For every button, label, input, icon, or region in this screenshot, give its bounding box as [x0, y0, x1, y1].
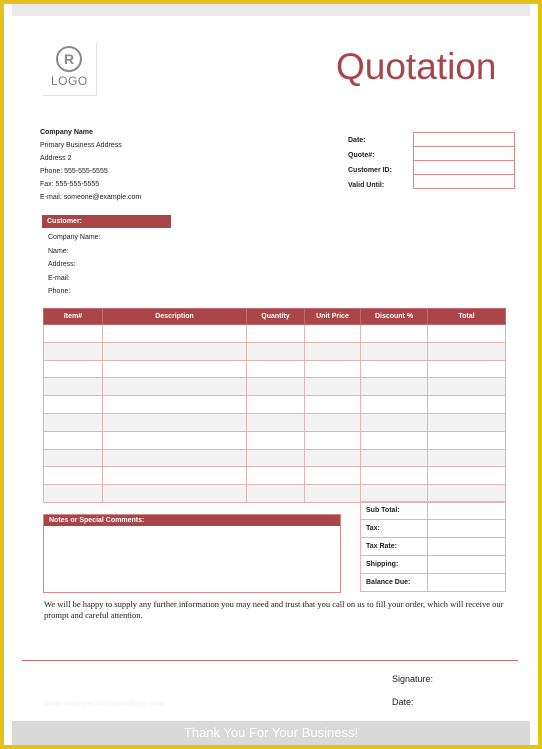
table-cell[interactable] — [428, 413, 506, 431]
table-cell[interactable] — [44, 342, 103, 360]
table-cell[interactable] — [428, 467, 506, 485]
company-phone: Phone: 555-555-5555 — [40, 168, 108, 175]
table-cell[interactable] — [305, 467, 361, 485]
table-cell[interactable] — [44, 396, 103, 414]
customer-company-label: Company Name: — [48, 234, 101, 241]
document-title: Quotation — [336, 46, 497, 87]
meta-label-customer-id: Customer ID: — [348, 167, 392, 174]
table-cell[interactable] — [103, 325, 247, 343]
notes-header: Notes or Special Comments: — [44, 515, 340, 526]
table-cell[interactable] — [44, 485, 103, 503]
table-cell[interactable] — [103, 449, 247, 467]
table-cell[interactable] — [247, 396, 305, 414]
customer-header: Customer: — [42, 215, 171, 228]
table-row — [44, 467, 506, 485]
table-row — [44, 342, 506, 360]
table-cell[interactable] — [361, 413, 428, 431]
date-label: Date: — [392, 697, 414, 707]
table-cell[interactable] — [428, 360, 506, 378]
table-cell[interactable] — [428, 396, 506, 414]
totals-row — [361, 574, 506, 592]
quote-meta-labels — [348, 133, 392, 193]
totals-row — [361, 502, 506, 520]
table-cell[interactable] — [44, 431, 103, 449]
subtotal-field[interactable] — [428, 502, 506, 520]
table-cell[interactable] — [247, 413, 305, 431]
company-email: E-mail: someone@example.com — [40, 194, 142, 201]
totals-row — [361, 538, 506, 556]
shipping-field[interactable] — [428, 556, 506, 574]
col-description: Description — [103, 309, 247, 325]
table-cell[interactable] — [428, 378, 506, 396]
table-cell[interactable] — [247, 431, 305, 449]
table-cell[interactable] — [247, 485, 305, 503]
company-info — [40, 126, 141, 204]
table-cell[interactable] — [361, 325, 428, 343]
logo — [43, 42, 97, 96]
meta-label-valid-until: Valid Until: — [348, 182, 385, 189]
registered-icon — [54, 44, 84, 74]
table-row — [44, 413, 506, 431]
table-cell[interactable] — [305, 360, 361, 378]
table-cell[interactable] — [247, 360, 305, 378]
table-cell[interactable] — [247, 378, 305, 396]
table-cell[interactable] — [428, 449, 506, 467]
table-cell[interactable] — [305, 431, 361, 449]
table-row — [44, 325, 506, 343]
shipping-label: Shipping: — [361, 556, 428, 574]
quote-meta-fields — [413, 132, 515, 189]
tax-rate-field[interactable] — [428, 538, 506, 556]
table-cell[interactable] — [103, 413, 247, 431]
table-cell[interactable] — [44, 413, 103, 431]
table-cell[interactable] — [361, 360, 428, 378]
table-row — [44, 396, 506, 414]
col-total: Total — [428, 309, 506, 325]
footer-banner: Thank You For Your Business! — [12, 721, 530, 745]
table-cell[interactable] — [44, 467, 103, 485]
items-header-row — [44, 309, 506, 325]
quotation-page — [4, 4, 538, 745]
table-cell[interactable] — [361, 449, 428, 467]
col-item-number: Item# — [44, 309, 103, 325]
table-cell[interactable] — [305, 342, 361, 360]
totals-row — [361, 556, 506, 574]
customer-fields — [48, 231, 101, 299]
table-cell[interactable] — [247, 325, 305, 343]
table-cell[interactable] — [428, 325, 506, 343]
table-cell[interactable] — [361, 467, 428, 485]
table-cell[interactable] — [103, 378, 247, 396]
date-field[interactable] — [413, 132, 515, 147]
table-cell[interactable] — [44, 325, 103, 343]
table-cell[interactable] — [305, 449, 361, 467]
table-cell[interactable] — [361, 342, 428, 360]
balance-due-label: Balance Due: — [361, 574, 428, 592]
table-cell[interactable] — [103, 360, 247, 378]
customer-id-field[interactable] — [413, 160, 515, 175]
company-address1: Primary Business Address — [40, 142, 122, 149]
table-cell[interactable] — [44, 360, 103, 378]
table-cell[interactable] — [247, 449, 305, 467]
balance-due-field[interactable] — [428, 574, 506, 592]
top-band — [12, 4, 530, 16]
tax-label: Tax: — [361, 520, 428, 538]
table-cell[interactable] — [361, 485, 428, 503]
meta-label-quote: Quote#: — [348, 152, 375, 159]
customer-address-label: Address: — [48, 261, 76, 268]
table-cell[interactable] — [305, 378, 361, 396]
table-cell[interactable] — [103, 467, 247, 485]
company-fax: Fax: 555-555-5555 — [40, 181, 100, 188]
table-cell[interactable] — [44, 449, 103, 467]
table-row — [44, 431, 506, 449]
col-unit-price: Unit Price — [305, 309, 361, 325]
subtotal-label: Sub Total: — [361, 502, 428, 520]
table-row — [44, 449, 506, 467]
table-cell[interactable] — [428, 342, 506, 360]
table-cell[interactable] — [103, 431, 247, 449]
closing-message: We will be happy to supply any further information you may need and trust that you call on us to fill your order, which will receive our prompt and careful attention. — [44, 599, 504, 620]
company-address2: Address 2 — [40, 155, 72, 162]
totals-row — [361, 520, 506, 538]
table-cell[interactable] — [247, 342, 305, 360]
watermark-text: www.heritagechristiancollege.com — [44, 699, 165, 708]
table-cell[interactable] — [305, 325, 361, 343]
table-row — [44, 485, 506, 503]
customer-phone-label: Phone: — [48, 288, 71, 295]
table-row — [44, 378, 506, 396]
table-cell[interactable] — [428, 431, 506, 449]
table-cell[interactable] — [103, 396, 247, 414]
company-name: Company Name — [40, 129, 93, 136]
col-discount: Discount % — [361, 309, 428, 325]
table-cell[interactable] — [247, 467, 305, 485]
tax-field[interactable] — [428, 520, 506, 538]
valid-until-field[interactable] — [413, 174, 515, 189]
items-table — [43, 308, 506, 503]
table-cell[interactable] — [305, 413, 361, 431]
table-cell[interactable] — [103, 485, 247, 503]
table-row — [44, 360, 506, 378]
tax-rate-label: Tax Rate: — [361, 538, 428, 556]
table-cell[interactable] — [361, 396, 428, 414]
col-quantity: Quantity — [247, 309, 305, 325]
divider-line — [22, 660, 518, 661]
notes-box[interactable] — [43, 514, 341, 593]
table-cell[interactable] — [103, 342, 247, 360]
signature-block — [392, 668, 433, 714]
signature-label: Signature: — [392, 674, 434, 684]
table-cell[interactable] — [361, 378, 428, 396]
customer-email-label: E-mail: — [48, 274, 70, 282]
customer-name-label: Name: — [48, 247, 69, 255]
table-cell[interactable] — [361, 431, 428, 449]
svg-text:R: R — [63, 51, 75, 67]
table-cell[interactable] — [305, 485, 361, 503]
table-cell[interactable] — [428, 485, 506, 503]
totals-table — [360, 501, 506, 592]
logo-text: LOGO — [51, 74, 88, 88]
table-cell[interactable] — [44, 378, 103, 396]
quote-number-field[interactable] — [413, 146, 515, 161]
meta-label-date: Date: — [348, 137, 366, 144]
table-cell[interactable] — [305, 396, 361, 414]
